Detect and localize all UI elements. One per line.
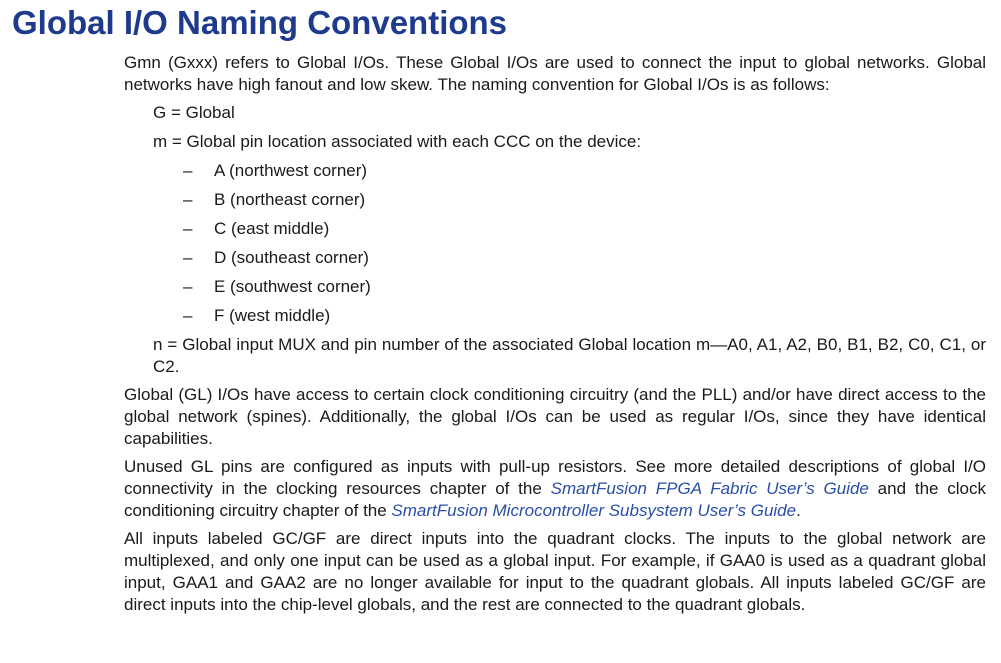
location-label: C (east middle) xyxy=(214,219,330,238)
list-item xyxy=(183,218,986,240)
intro-paragraph: Gmn (Gxxx) refers to Global I/Os. These Global I/Os are used to connect the input to global networks. Global networks have high fanout and low skew. The naming convention for Global I/Os is as follows: xyxy=(124,53,986,94)
m-definition: m = Global pin location associated with each CCC on the device: xyxy=(153,132,642,151)
unused-pins-paragraph xyxy=(124,456,986,522)
dash-bullet: – xyxy=(183,161,193,180)
location-label: F (west middle) xyxy=(214,306,331,325)
dash-bullet: – xyxy=(183,190,193,209)
gl-io-paragraph: Global (GL) I/Os have access to certain clock conditioning circuitry (and the PLL) and/or have direct access to the global network (spines). Additionally, the global I/Os can be used as regular I/Os, since they have identical capabilities. xyxy=(124,385,986,448)
dash-bullet: – xyxy=(183,248,193,267)
location-list xyxy=(183,160,986,327)
mss-guide-link[interactable]: SmartFusion Microcontroller Subsystem User’s Guide xyxy=(391,501,797,520)
unused-text-1: Unused GL pins are configured as inputs with pull-up resistors. See more detailed descriptions of global I/O connectivity in the clocking resources chapter of the xyxy=(124,457,986,498)
page-title: Global I/O Naming Conventions xyxy=(12,4,508,41)
list-item xyxy=(183,160,986,182)
location-label: A (northwest corner) xyxy=(214,161,368,180)
location-label: E (southwest corner) xyxy=(214,277,371,296)
n-definition: n = Global input MUX and pin number of the associated Global location m—A0, A1, A2, B0, B1, B2, C0, C1, or C2. xyxy=(153,335,986,376)
g-definition: G = Global xyxy=(153,103,235,122)
document-body xyxy=(124,52,986,622)
dash-bullet: – xyxy=(183,277,193,296)
list-item xyxy=(183,305,986,327)
dash-bullet: – xyxy=(183,306,193,325)
list-item xyxy=(183,276,986,298)
list-item xyxy=(183,189,986,211)
location-label: D (southeast corner) xyxy=(214,248,369,267)
inputs-paragraph: All inputs labeled GC/GF are direct inputs into the quadrant clocks. The inputs to the global network are multiplexed, and only one input can be used as a global input. For example, if GAA0 is used as a quadrant global input, GAA1 and GAA2 are no longer available for input to the quadrant globals. All inputs labeled GC/GF are direct inputs into the chip-level globals, and the rest are connected to the quadrant globals. xyxy=(124,529,986,614)
unused-text-2: and the clock conditioning circuitry chapter of the xyxy=(124,479,986,520)
dash-bullet: – xyxy=(183,219,193,238)
list-item xyxy=(183,247,986,269)
location-label: B (northeast corner) xyxy=(214,190,366,209)
fpga-fabric-guide-link[interactable]: SmartFusion FPGA Fabric User’s Guide xyxy=(550,479,869,498)
unused-text-3: . xyxy=(796,501,801,520)
